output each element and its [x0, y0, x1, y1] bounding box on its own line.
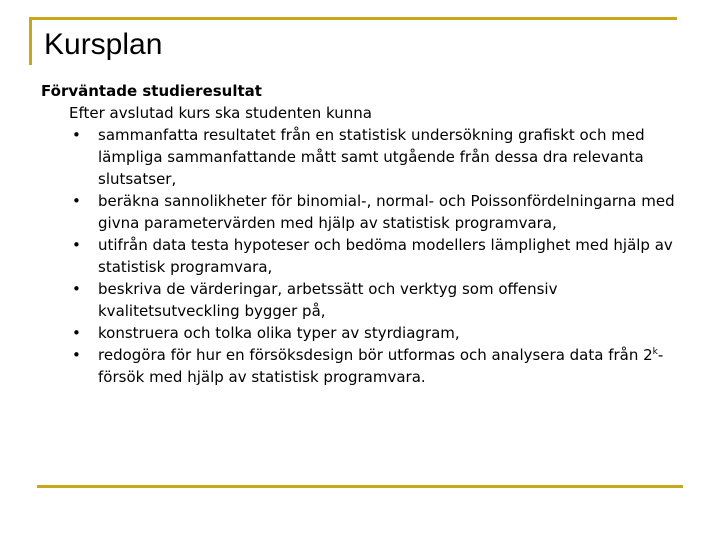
list-item [41, 344, 701, 388]
bullet-icon: • [72, 192, 81, 210]
footer-rule [37, 485, 683, 488]
list-item-text-before: redogöra för hur en försöksdesign bör utformas och analysera data från 2 [98, 346, 653, 364]
list-item-text-after: -försök med hjälp av statistisk programvara. [98, 346, 664, 386]
bullet-icon: • [72, 236, 81, 254]
bullet-icon: • [72, 280, 81, 298]
bullet-icon: • [72, 346, 81, 364]
title-top-rule [29, 17, 677, 20]
list-item [41, 278, 701, 322]
list-item-text: utifrån data testa hypoteser och bedöma modellers lämplighet med hjälp av statistisk programvara, [98, 236, 673, 276]
bullet-icon: • [72, 324, 81, 342]
section-intro: Efter avslutad kurs ska studenten kunna [69, 104, 372, 122]
list-item [41, 124, 701, 190]
section-heading: Förväntade studieresultat [41, 82, 262, 100]
slide-title: Kursplan [44, 28, 163, 61]
list-item-text: beräkna sannolikheter för binomial-, normal- och Poissonfördelningarna med givna parametervärden med hjälp av statistisk programvara, [98, 192, 675, 232]
title-left-rule [29, 17, 32, 65]
list-item-text: beskriva de värderingar, arbetssätt och verktyg som offensiv kvalitetsutveckling bygger på, [98, 280, 558, 320]
exponent-superscript: k [652, 347, 658, 357]
learning-outcomes-list [41, 124, 701, 388]
bullet-icon: • [72, 126, 81, 144]
slide-body [41, 80, 701, 388]
list-item [41, 190, 701, 234]
list-item-text: sammanfatta resultatet från en statistisk undersökning grafiskt och med lämpliga sammanfattande mått samt utgående från dessa dra relevanta slutsatser, [98, 126, 645, 188]
list-item [41, 234, 701, 278]
list-item-text: konstruera och tolka olika typer av styrdiagram, [98, 324, 460, 342]
list-item [41, 322, 701, 344]
